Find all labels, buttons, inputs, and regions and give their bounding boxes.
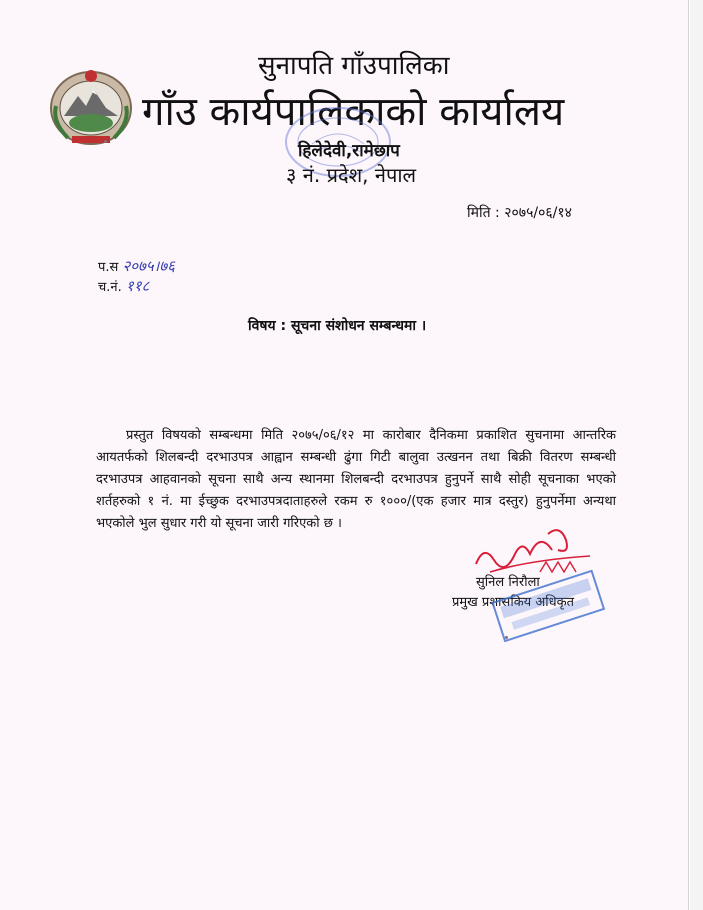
cn-label: च.नं. <box>98 280 122 295</box>
scan-speck <box>505 636 508 639</box>
subject-line: विषय : सूचना संशोधन सम्बन्धमा । <box>248 318 427 334</box>
reference-cn <box>98 276 149 296</box>
ps-value: २०७५।७६ <box>122 257 175 275</box>
date-value: २०७५/०६/१४ <box>504 205 572 221</box>
date-label: मिति : <box>467 205 500 221</box>
scan-speck <box>104 140 107 143</box>
office-location: हिलेदेवी,रामेछाप <box>298 141 400 161</box>
province-line: ३ नं. प्रदेश, नेपाल <box>286 163 417 187</box>
ps-label: प.स <box>98 260 119 275</box>
municipality-name: सुनापति गाँउपालिका <box>258 51 450 81</box>
date-line <box>467 203 572 222</box>
signatory-name: सुनिल निरौला <box>476 575 540 590</box>
letter-body: प्रस्तुत विषयको सम्बन्धमा मिति २०७५/०६/१२ मा कारोबार दैनिकमा प्रकाशित सुचनामा आन्तरिक आयतर्फको शिलबन्दी दरभाउपत्र आह्वान सम्बन्धी ढुंगा गिटी बालुवा उत्खनन तथा बिक्री वितरण सम्बन्धी दरभाउपत्र आहवानको सूचना साथै अन्य स्थानमा शिलबन्दी दरभाउपत्र हुनुपर्ने साथै सोही सूचनाका भएको शर्तहरुको १ नं. मा ईच्छुक दरभाउपत्रदाताहरुले रकम रु १०००/(एक हजार मात्र दस्तुर) हुनुपर्नेमा अन्यथा भएकोले भुल सुधार गरी यो सूचना जारी गरिएको छ । <box>96 428 616 531</box>
nepal-emblem-icon <box>48 66 134 146</box>
scan-edge <box>690 0 703 910</box>
reference-ps <box>98 256 175 276</box>
signatory-title: प्रमुख प्रशासकिय अधिकृत <box>452 595 575 610</box>
official-stamp-icon <box>486 568 610 642</box>
cn-value: ११८ <box>125 277 150 295</box>
office-name: गाँउ कार्यपालिकाको कार्यालय <box>142 89 565 135</box>
